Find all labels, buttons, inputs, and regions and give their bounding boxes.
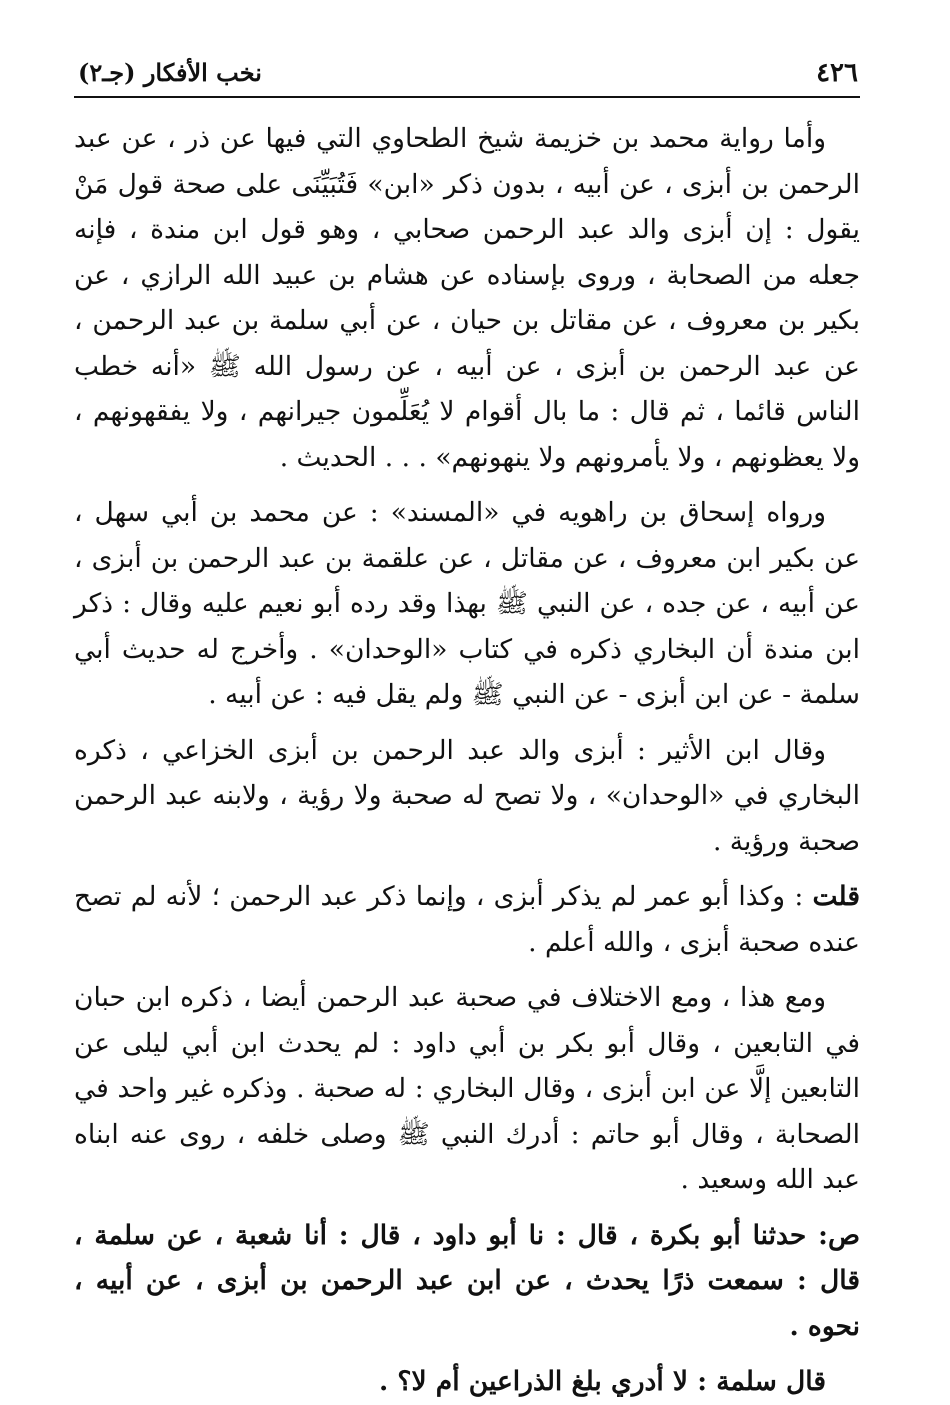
paragraph: ومع هذا ، ومع الاختلاف في صحبة عبد الرحمن أيضا ، ذكره ابن حبان في التابعين ، وقال أبو بكر بن أبي داود : لم يحدث ابن أبي ليلى عن التابعين إلَّا عن ابن أبزى ، وقال البخاري : له صحبة . وذكره غير واحد في الصحابة ، وقال أبو حاتم : أدرك النبي ﷺ وصلى خلفه ، روى عنه ابناه عبد الله وسعيد . (74, 982, 860, 1195)
page-header (74, 52, 860, 98)
hadith-note: قال سلمة : لا أدري بلغ الذراعين أم لا؟ . (378, 1366, 826, 1397)
book-page (74, 52, 860, 1397)
paragraph: وأما رواية محمد بن خزيمة شيخ الطحاوي التي فيها عن ذر ، عن عبد الرحمن بن أبزى ، عن أبيه ، بدون ذكر «ابن» فَتُبَيِّنَى على صحة قول مَنْ يقول : إن أبزى والد عبد الرحمن صحابي ، وهو قول ابن مندة ، فإنه جعله من الصحابة ، وروى بإسناده عن هشام بن عبيد الله الرازي ، عن بكير بن معروف ، عن مقاتل بن حيان ، عن أبي سلمة بن عبد الرحمن ، عن عبد الرحمن بن أبزى ، عن أبيه ، عن رسول الله ﷺ «أنه خطب الناس قائما ، ثم قال : ما بال أقوام لا يُعَلِّمون جيرانهم ، ولا يفقهونهم ، ولا يعظونهم ، ولا يأمرونهم ولا ينهونهم» . . . الحديث . (74, 123, 860, 473)
page-body (74, 116, 860, 1405)
qult-text: : وكذا أبو عمر لم يذكر أبزى ، وإنما ذكر عبد الرحمن ؛ لأنه لم تصح عنده صحبة أبزى ، والله أعلم . (74, 881, 860, 958)
book-title: نخب الأفكار (جـ٢) (78, 58, 262, 87)
paragraph: ورواه إسحاق بن راهويه في «المسند» : عن محمد بن أبي سهل ، عن بكير ابن معروف ، عن مقاتل ، عن علقمة بن عبد الرحمن بن أبزى ، عن أبيه ، عن جده ، عن النبي ﷺ بهذا وقد رده أبو نعيم عليه وقال : ذكر ابن مندة أن البخاري ذكره في كتاب «الوحدان» . وأخرج له حديث أبي سلمة - عن ابن أبزى - عن النبي ﷺ ولم يقل فيه : عن أبيه . (74, 497, 860, 710)
page-number: ٤٢٦ (816, 58, 858, 88)
paragraph: وقال ابن الأثير : أبزى والد عبد الرحمن بن أبزى الخزاعي ، ذكره البخاري في «الوحدان» ، ولا تصح له صحبة ولا رؤية ، ولابنه عبد الرحمن صحبة ورؤية . (74, 734, 860, 857)
paragraph-qult (74, 874, 860, 965)
qult-label: قلت (812, 881, 860, 912)
hadith-matn: ص: حدثنا أبو بكرة ، قال : نا أبو داود ، قال : أنا شعبة ، عن سلمة ، قال : سمعت ذرًا يحدث ، عن ابن عبد الرحمن بن أبزى ، عن أبيه ، نحوه . (74, 1219, 860, 1342)
